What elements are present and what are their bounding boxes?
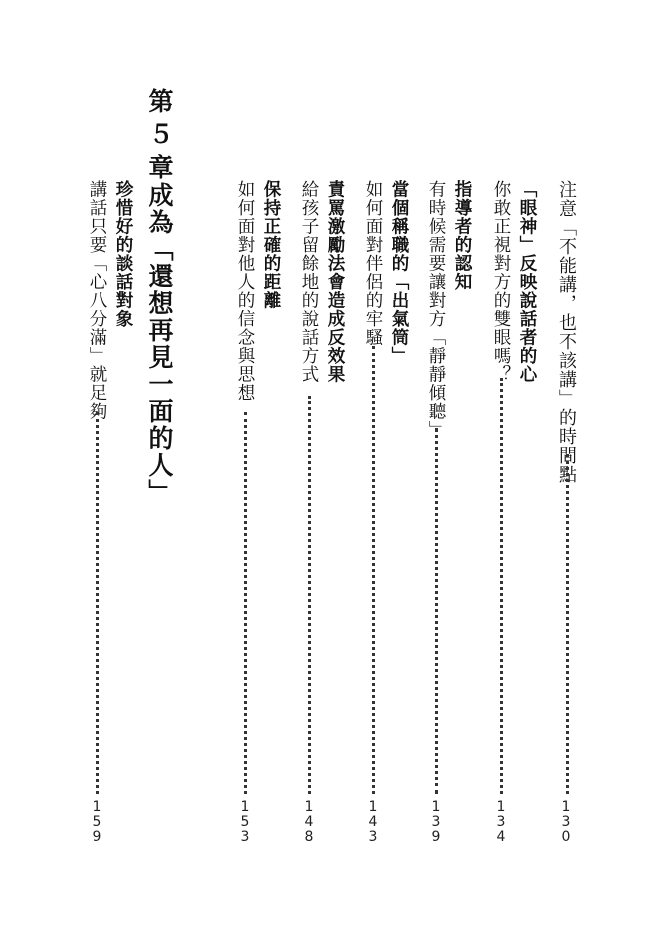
page-number-digit: 1 (304, 799, 314, 815)
page-number-digit: 5 (92, 814, 102, 830)
page-number-digit: 0 (561, 829, 571, 845)
page-number-digit: 3 (561, 814, 571, 830)
page-number (426, 800, 446, 845)
page-number (491, 800, 511, 845)
toc-entry-title: 保持正確的距離 (261, 180, 281, 310)
page-number-digit: 3 (431, 814, 441, 830)
toc-entry-subtitle: 如何面對伴侶的牢騷 (363, 180, 383, 347)
page-number-digit: 1 (368, 799, 378, 815)
page-number (235, 800, 255, 845)
toc-entry-subtitle: 給孩子留餘地的說話方式 (299, 180, 319, 384)
toc-entry-title: 「眼神」反映說話者的心 (517, 180, 537, 384)
page-number-digit: 1 (240, 799, 250, 815)
page-number-digit: 8 (304, 829, 314, 845)
page-number (87, 800, 107, 845)
toc-entry-subtitle: 你敢正視對方的雙眼嗎？ (491, 180, 511, 384)
page-number-digit: 3 (496, 814, 506, 830)
page-number-digit: 1 (561, 799, 571, 815)
toc-entry-title: 當個稱職的「出氣筒」 (389, 180, 409, 365)
page-number-digit: 3 (368, 829, 378, 845)
toc-entry-subtitle: 講話只要「心八分滿」就足夠 (87, 180, 107, 421)
page-number-digit: 5 (240, 814, 250, 830)
dot-leader (308, 396, 315, 794)
page-number (556, 800, 576, 845)
page-number-digit: 1 (431, 799, 441, 815)
page-number-digit: 9 (92, 829, 102, 845)
dot-leader (566, 454, 573, 794)
page-number-digit: 3 (240, 829, 250, 845)
toc-entry-title: 注意「不能講，也不該講」的時間點 (556, 180, 577, 484)
page-number-digit: 9 (431, 829, 441, 845)
dot-leader (435, 428, 442, 794)
toc-entry-subtitle: 如何面對他人的信念與思想 (235, 180, 255, 402)
dot-leader (500, 378, 507, 794)
dot-leader (372, 346, 379, 794)
page-number-digit: 1 (496, 799, 506, 815)
page-number-digit: 4 (304, 814, 314, 830)
toc-entry-title: 責罵激勵法會造成反效果 (325, 180, 345, 384)
page-number-digit: 4 (496, 829, 506, 845)
toc-entry-title: 指導者的認知 (452, 180, 472, 291)
dot-leader (244, 412, 251, 794)
toc-entry-title: 珍惜好的談話對象 (113, 180, 133, 328)
toc-entry-subtitle: 有時候需要讓對方「靜靜傾聽」 (426, 180, 446, 439)
page-number (363, 800, 383, 845)
chapter-title: 成為「還想再見一面的人」 (145, 182, 174, 506)
page-number-digit: 4 (368, 814, 378, 830)
dot-leader (96, 412, 103, 794)
page-number (299, 800, 319, 845)
page-number-digit: 1 (92, 799, 102, 815)
chapter-label: 第５章 (145, 88, 174, 187)
